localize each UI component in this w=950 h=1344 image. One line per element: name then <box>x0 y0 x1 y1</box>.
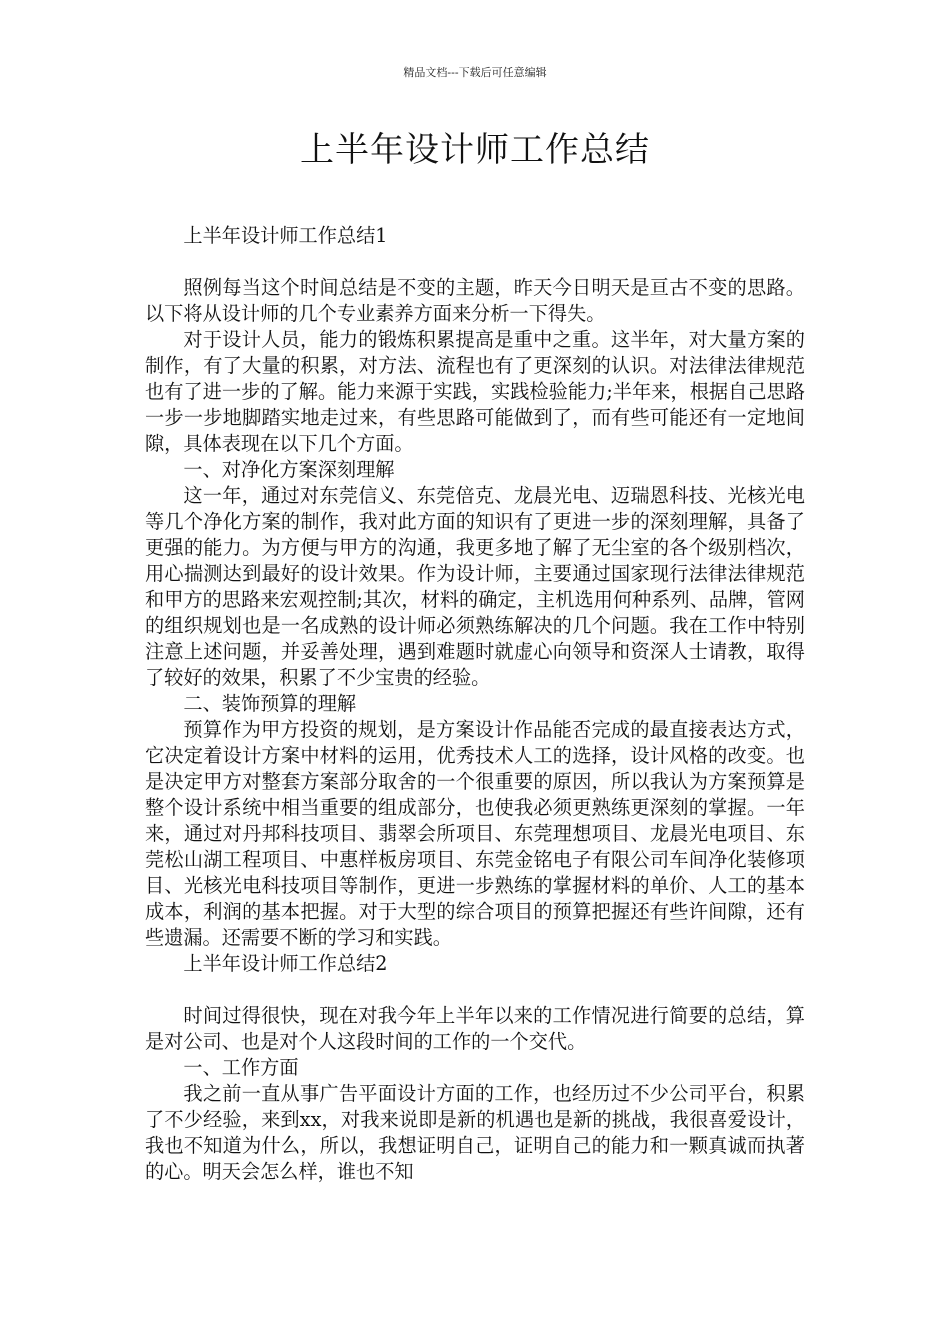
page-header-watermark: 精品文档---下载后可任意编辑 <box>403 66 547 79</box>
document-body <box>145 223 805 1185</box>
section-1-paragraph-2: 对于设计人员，能力的锻炼积累提高是重中之重。这半年，对大量方案的制作，有了大量的积累，对方法、流程也有了更深刻的认识。对法律法律规范也有了进一步的了解。能力来源于实践，实践检验能力;半年来，根据自己思路一步一步地脚踏实地走过来，有些思路可能做到了，而有些可能还有一定地间隙，具体表现在以下几个方面。 <box>145 328 805 455</box>
subsection-purification-paragraph: 这一年，通过对东莞信义、东莞倍克、龙晨光电、迈瑞恩科技、光核光电等几个净化方案的制作，我对此方面的知识有了更进一步的深刻理解，具备了更强的能力。为方便与甲方的沟通，我更多地了解了无尘室的各个级别档次，用心揣测达到最好的设计效果。作为设计师，主要通过国家现行法律法律规范和甲方的思路来宏观控制;其次，材料的确定，主机选用何种系列、品牌，管网的组织规划也是一名成熟的设计师必须熟练解决的几个问题。我在工作中特别注意上述问题，并妥善处理，遇到难题时就虚心向领导和资深人士请教，取得了较好的效果，积累了不少宝贵的经验。 <box>145 484 805 689</box>
subsection-work-heading: 一、工作方面 <box>183 1056 299 1079</box>
document-title: 上半年设计师工作总结 <box>300 130 650 170</box>
subsection-budget-heading: 二、装饰预算的理解 <box>183 692 357 715</box>
section-1-paragraph-1: 照例每当这个时间总结是不变的主题，昨天今日明天是亘古不变的思路。以下将从设计师的几个专业素养方面来分析一下得失。 <box>145 276 805 325</box>
section-2-heading: 上半年设计师工作总结2 <box>183 952 388 975</box>
section-1-heading: 上半年设计师工作总结1 <box>183 224 388 247</box>
subsection-purification-heading: 一、对净化方案深刻理解 <box>183 458 395 481</box>
subsection-work-paragraph: 我之前一直从事广告平面设计方面的工作，也经历过不少公司平台，积累了不少经验，来到xx，对我来说即是新的机遇也是新的挑战，我很喜爱设计，我也不知道为什么，所以，我想证明自己，证明自己的能力和一颗真诚而执著的心。明天会怎么样，谁也不知 <box>145 1082 805 1183</box>
section-2-paragraph-1: 时间过得很快，现在对我今年上半年以来的工作情况进行简要的总结，算是对公司、也是对个人这段时间的工作的一个交代。 <box>145 1004 805 1053</box>
subsection-budget-paragraph: 预算作为甲方投资的规划，是方案设计作品能否完成的最直接表达方式，它决定着设计方案中材料的运用，优秀技术人工的选择，设计风格的改变。也是决定甲方对整套方案部分取舍的一个很重要的原因，所以我认为方案预算是整个设计系统中相当重要的组成部分，也使我必须更熟练更深刻的掌握。一年来，通过对丹邦科技项目、翡翠会所项目、东莞理想项目、龙晨光电项目、东莞松山湖工程项目、中惠样板房项目、东莞金铭电子有限公司车间净化装修项目、光核光电科技项目等制作，更进一步熟练的掌握材料的单价、人工的基本成本，利润的基本把握。对于大型的综合项目的预算把握还有些许间隙，还有些遗漏。还需要不断的学习和实践。 <box>145 718 805 949</box>
blank-line <box>145 977 805 1003</box>
blank-line <box>145 249 805 275</box>
